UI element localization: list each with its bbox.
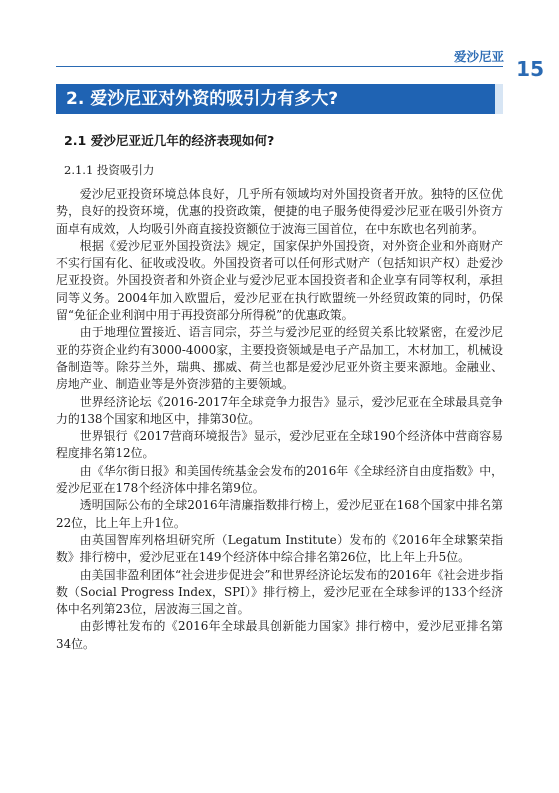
paragraph: 由彭博社发布的《2016年全球最具创新能力国家》排行榜中，爱沙尼亚排名第34位。 [56,619,503,651]
section-title: 2.1 爱沙尼亚近几年的经济表现如何? [64,133,275,148]
body-text [56,186,503,653]
subsection-title: 2.1.1 投资吸引力 [64,163,155,177]
paragraph: 透明国际公布的全球2016年清廉指数排行榜上，爱沙尼亚在168个国家中排名第22位，比上年上升1位。 [56,498,503,530]
page-number: 15 [516,57,544,81]
chapter-bar-accent [495,84,503,114]
paragraph: 世界经济论坛《2016-2017年全球竞争力报告》显示，爱沙尼亚在全球最具竞争力的138个国家和地区中，排第30位。 [56,394,503,426]
running-header: 爱沙尼亚 [453,49,504,64]
paragraph: 根据《爱沙尼亚外国投资法》规定，国家保护外国投资，对外资企业和外商财产不实行国有化、征收或没收。外国投资者可以任何形式财产（包括知识产权）赴爱沙尼亚投资。外国投资者和外资企业与爱沙尼亚本国投资者和企业享有同等权利，承担同等义务。2004年加入欧盟后，爱沙尼亚在执行欧盟统一外经贸政策的同时，仍保留“免征企业利润中用于再投资部分所得税”的优惠政策。 [56,238,503,323]
chapter-title: 2. 爱沙尼亚对外资的吸引力有多大? [56,84,495,114]
paragraph: 由英国智库列格坦研究所（Legatum Institute）发布的《2016年全球繁荣指数》排行榜中，爱沙尼亚在149个经济体中综合排名第26位，比上年上升5位。 [56,532,503,565]
paragraph: 由于地理位置接近、语言同宗，芬兰与爱沙尼亚的经贸关系比较紧密，在爱沙尼亚的芬资企业约有3000-4000家，主要投资领域是电子产品加工，木材加工，机械设备制造等。除芬兰外，瑞典、挪威、荷兰也都是爱沙尼亚外资主要来源地。金融业、房地产业、制造业等是外资涉猎的主要领域。 [56,325,503,392]
paragraph: 爱沙尼亚投资环境总体良好，几乎所有领域均对外国投资者开放。独特的区位优势，良好的投资环境，优惠的投资政策，便捷的电子服务使得爱沙尼亚在吸引外资方面卓有成效，人均吸引外商直接投资额位于波海三国首位，在中东欧也名列前茅。 [56,187,503,236]
paragraph: 由美国非盈利团体“社会进步促进会”和世界经济论坛发布的2016年《社会进步指数（Social Progress Index，SPI）》排行榜上，爱沙尼亚在全球参评的133个经济体中名列第23位，居波海三国之首。 [56,567,503,617]
header-divider [56,66,503,67]
paragraph: 世界银行《2017营商环境报告》显示，爱沙尼亚在全球190个经济体中营商容易程度排名第12位。 [56,429,503,461]
paragraph: 由《华尔街日报》和美国传统基金会发布的2016年《全球经济自由度指数》中，爱沙尼亚在178个经济体中排名第9位。 [56,463,503,496]
